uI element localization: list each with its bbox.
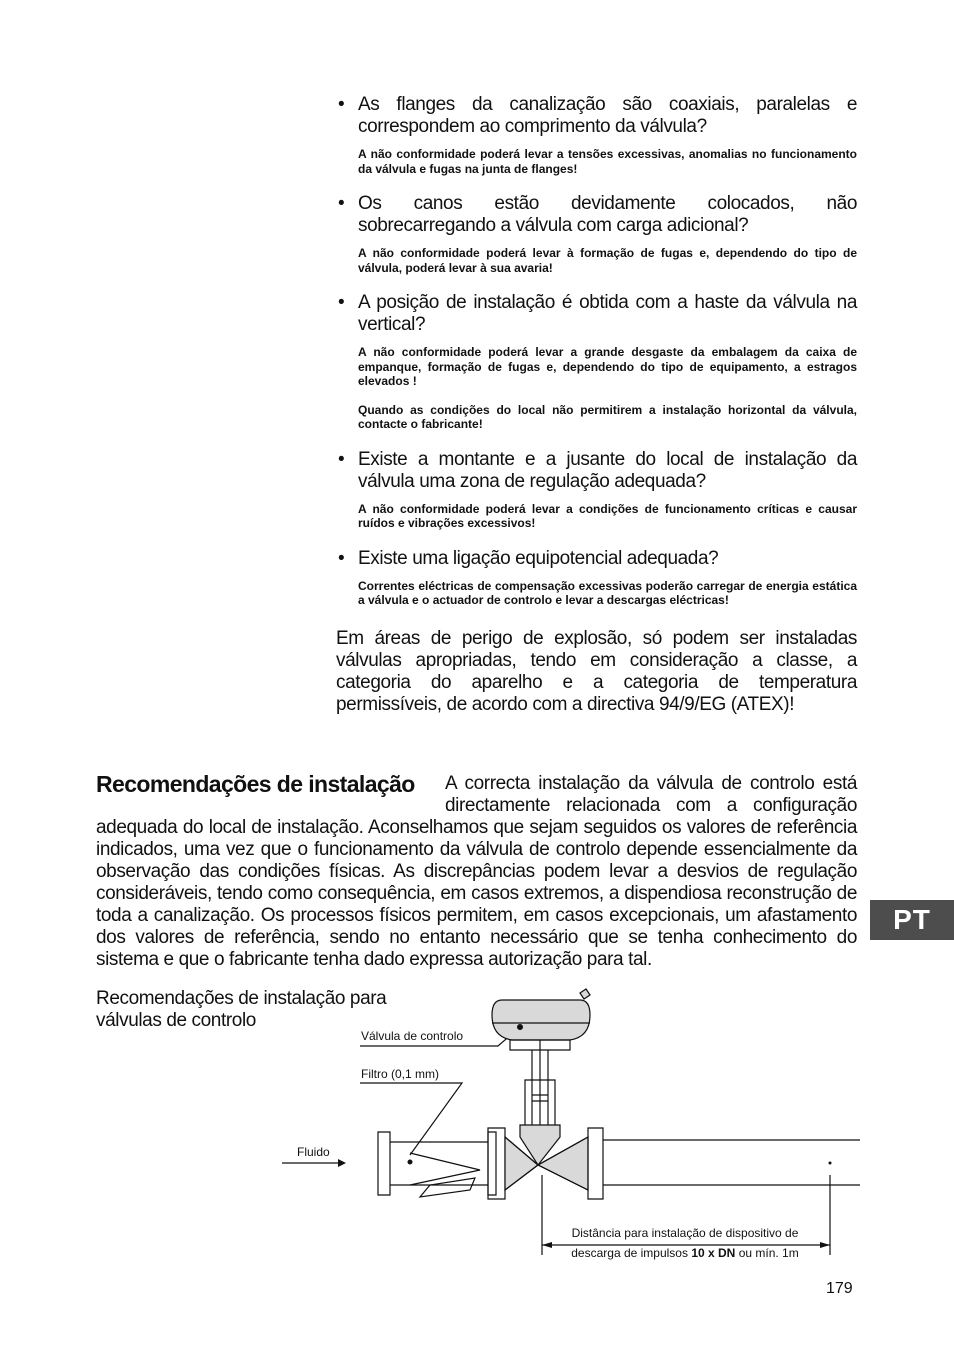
checklist-item — [336, 94, 857, 176]
bullet: • — [338, 448, 345, 470]
page-number: 179 — [826, 1280, 853, 1297]
filter-flange — [488, 1132, 496, 1195]
distance-label — [545, 1223, 825, 1263]
figure-title: Recomendações de instalação para válvulas de controlo — [96, 988, 387, 1031]
pipe-mark — [829, 1162, 832, 1165]
section-heading: Recomendações de instalação — [96, 771, 415, 797]
bullet: • — [338, 292, 345, 313]
checklist-warning: Correntes eléctricas de compensação excessivas poderão carregar de energia estática a válvula e o actuador de controlo e levar a descargas eléctricas! — [358, 578, 857, 607]
checklist-warning: A não conformidade poderá levar à formação de fugas e, dependendo do tipo de válvula, poderá levar à sua avaria! — [358, 246, 857, 275]
bullet: • — [338, 547, 345, 569]
checklist-question: As flanges da canalização são coaxiais, paralelas e correspondem ao comprimento da válvula? — [358, 94, 857, 137]
checklist-warning: Quando as condições do local não permitirem a instalação horizontal da válvula, contacte o fabricante! — [358, 402, 857, 431]
inlet-flange — [378, 1132, 390, 1195]
atex-note: Em áreas de perigo de explosão, só podem ser instaladas válvulas apropriadas, tendo em consideração a classe, a categoria do aparelho e a categoria de temperatura permissíveis, de acordo com a directiva 94/9/EG (ATEX)! — [336, 627, 857, 715]
installation-recommendations-section — [96, 772, 857, 971]
valve-label: Válvula de controlo — [361, 1029, 464, 1043]
checklist-item — [336, 449, 857, 531]
installation-checklist — [336, 94, 857, 716]
checklist-item — [336, 292, 857, 432]
checklist-question: Existe a montante e a jusante do local de instalação da válvula uma zona de regulação adequada? — [358, 448, 857, 492]
distance-label-suffix: ou mín. 1m — [738, 1246, 799, 1260]
filter-element — [410, 1153, 480, 1185]
checklist-warning: A não conformidade poderá levar a condições de funcionamento críticas e causar ruídos e vibrações excessivos! — [358, 501, 857, 530]
valve-outlet-flange — [588, 1128, 603, 1199]
filter-mark — [408, 1160, 413, 1165]
actuator-mark — [517, 1024, 523, 1030]
distance-label-prefix: descarga de impulsos — [571, 1246, 688, 1260]
language-tab: PT — [870, 900, 954, 940]
bullet: • — [338, 94, 345, 115]
filter-label: Filtro (0,1 mm) — [361, 1067, 439, 1081]
fluid-label: Fluido — [297, 1145, 330, 1159]
checklist-warning: A não conformidade poderá levar a grande desgaste da embalagem da caixa de empanque, formação de fugas e, dependendo do tipo de equipamento, a estragos elevados ! — [358, 345, 857, 388]
checklist-item — [336, 548, 857, 608]
checklist-question: Os canos estão devidamente colocados, não sobrecarregando a válvula com carga adicional? — [358, 193, 857, 236]
section-body: A correcta instalação da válvula de controlo está directamente relacionada com a configuração adequada do local de instalação. Aconselhamos que sejam seguidos os valores de referência indicados, uma vez que o funcionamento da válvula de controlo depende essencialmente da observação das condições físicas. As discrepâncias podem levar a desvios de regulação consideráveis, tendo como consequência, em casos extremos, a dispendiosa reconstrução de toda a canalização. Os processos físicos permitem, em casos excepcionais, um afastamento dos valores de referência, sendo no entanto necessário que se tenha conhecimento do sistema e que o fabricante tenha dado expressa autorização para tal. — [96, 773, 857, 970]
checklist-question: Existe uma ligação equipotencial adequada? — [358, 547, 719, 569]
checklist-warning: A não conformidade poderá levar a tensões excessivas, anomalias no funcionamento da válvula e fugas na junta de flanges! — [358, 147, 857, 176]
checklist-question: A posição de instalação é obtida com a haste da válvula na vertical? — [358, 292, 857, 335]
checklist-item — [336, 193, 857, 275]
actuator-housing — [492, 1000, 590, 1040]
bullet: • — [338, 193, 345, 214]
filter-leader-line — [360, 1083, 462, 1155]
distance-label-line1: Distância para instalação de dispositivo de — [571, 1226, 799, 1240]
distance-label-bold: 10 x DN — [691, 1246, 736, 1260]
